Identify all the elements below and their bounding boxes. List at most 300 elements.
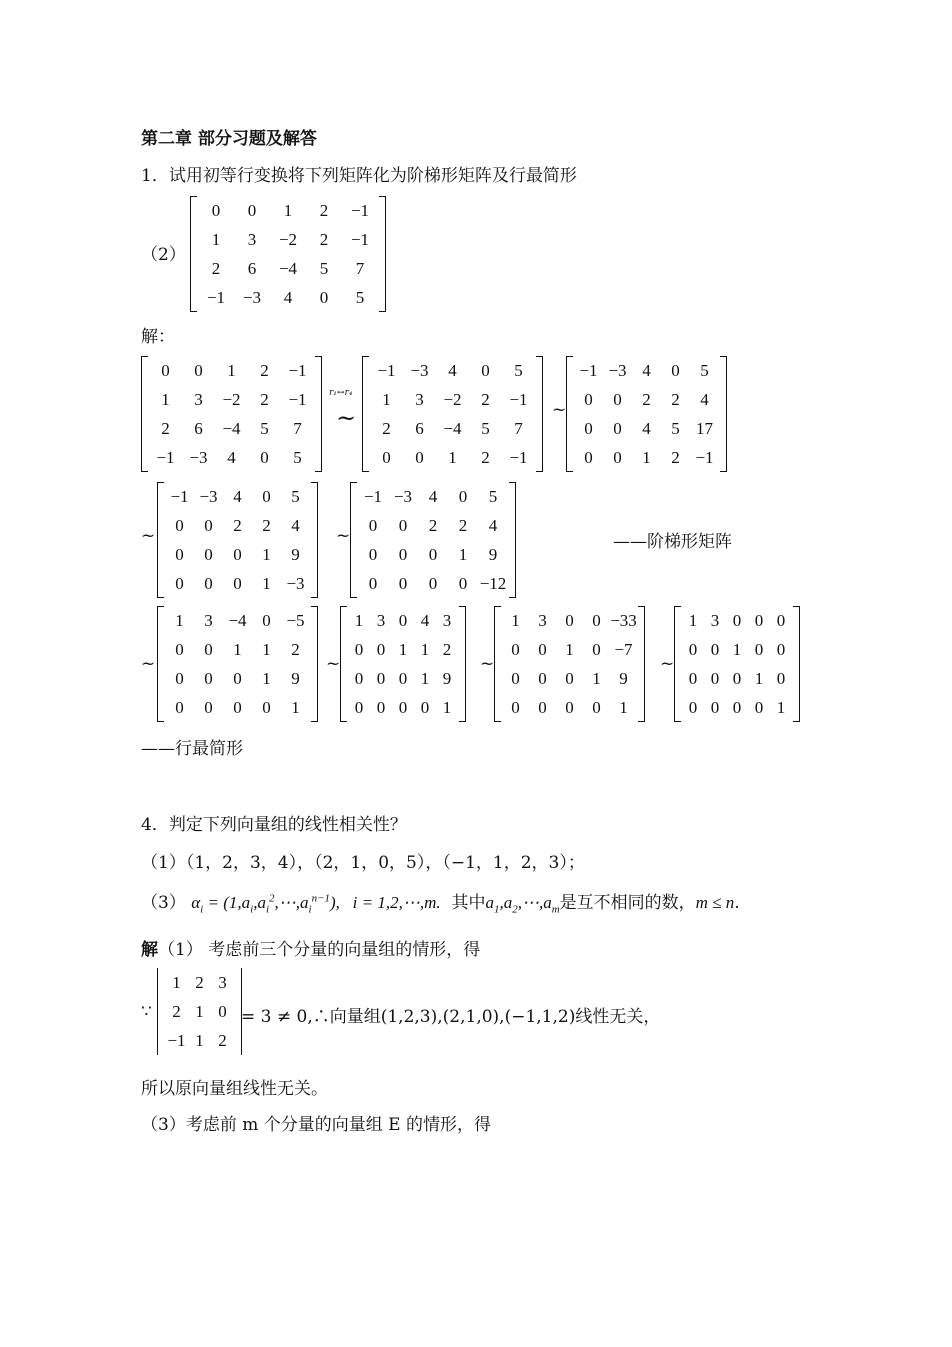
matrix-entry: 5 <box>293 447 302 467</box>
matrix-entry: 0 <box>319 287 329 307</box>
matrix-entry: 2 <box>319 229 329 249</box>
matrix-entry: −1 <box>350 200 370 220</box>
matrix-entry: 0 <box>732 668 742 688</box>
matrix-entry: −7 <box>614 639 633 659</box>
matrix-entry: 6 <box>194 418 203 438</box>
echelon-note: ——阶梯形矩阵 <box>613 532 732 552</box>
determinant <box>157 968 242 1055</box>
matrix-entry: 2 <box>642 389 651 409</box>
matrix-row <box>370 356 535 385</box>
matrix-entry: 0 <box>538 639 547 659</box>
matrix-entry: 0 <box>218 1001 227 1021</box>
matrix-entry: 1 <box>732 639 742 659</box>
matrix-entry: 4 <box>233 486 242 506</box>
matrix-entry: 2 <box>382 418 391 438</box>
matrix-row <box>165 693 310 722</box>
matrix-entry: 9 <box>291 668 300 688</box>
matrix-entry: −4 <box>222 418 241 438</box>
equivalence-symbol: ~ <box>326 654 341 674</box>
matrix-entry: 0 <box>233 573 242 593</box>
question-1-part-label: （2） <box>141 245 186 265</box>
matrix-row <box>165 635 310 664</box>
matrix-entry: 0 <box>671 360 680 380</box>
matrix-entry: 0 <box>565 610 574 630</box>
matrix-entry: 3 <box>442 610 452 630</box>
matrix-entry: 9 <box>488 544 498 564</box>
matrix-row <box>165 606 310 635</box>
matrix-entry: 0 <box>233 544 242 564</box>
matrix-entry: 1 <box>776 697 786 717</box>
matrix-entry: 2 <box>161 418 170 438</box>
right-bracket <box>638 606 645 722</box>
right-bracket <box>720 356 727 472</box>
matrix-entry: 0 <box>376 668 386 688</box>
vector-formula: $\alpha_i$ = $(1,a_i,a_i^2,\cdots,a_i^{n-1})$, i = 1,2,⋯,m. <box>191 892 441 916</box>
matrix-entry: 4 <box>642 360 651 380</box>
matrix-row <box>370 414 535 443</box>
matrix-entry: 9 <box>619 668 628 688</box>
matrix-entry: −4 <box>228 610 247 630</box>
matrix-entry: 3 <box>376 610 386 630</box>
matrix-entry: 5 <box>671 418 680 438</box>
equivalence-symbol: ~ <box>660 654 675 674</box>
matrix-entry: 0 <box>211 200 221 220</box>
matrix-entry: 1 <box>195 1030 204 1050</box>
matrix-entry: 2 <box>671 447 680 467</box>
matrix-entry: 1 <box>458 544 468 564</box>
matrix-entry: 7 <box>514 418 523 438</box>
matrix-entry: 0 <box>194 360 203 380</box>
matrix-step-3 <box>566 356 727 472</box>
matrix-step-8 <box>494 606 645 722</box>
left-bracket <box>566 356 573 472</box>
matrix-entry: 1 <box>754 668 764 688</box>
right-bracket <box>311 606 318 722</box>
matrix-entry: −1 <box>288 389 307 409</box>
solution-label: 解： <box>141 327 175 347</box>
matrix-entry: 2 <box>291 639 300 659</box>
matrix-row <box>165 664 310 693</box>
scalar-list: $a_1,a_2,\cdots,a_m$ <box>485 893 560 916</box>
part-3-label: （3） <box>141 893 186 913</box>
matrix-entry: −1 <box>156 447 175 467</box>
matrix-row <box>574 443 719 472</box>
matrix-entry: 0 <box>538 668 547 688</box>
matrix-row <box>358 482 508 511</box>
matrix-row <box>165 968 234 997</box>
matrix-entry: 5 <box>291 486 300 506</box>
question-4-part-3: （3） $\alpha_i$ = $(1,a_i,a_i^2,\cdots,a_i^{n-1})$, i = 1,2,⋯,m. 其中$a_1,a_2,\cdots,a_m$是互不相同的数，m ≤ n. <box>141 892 740 916</box>
matrix-row <box>348 664 458 693</box>
conclusion: 所以原向量组线性无关。 <box>141 1079 328 1099</box>
matrix-entry: 1 <box>233 639 242 659</box>
equivalence-symbol: ~ <box>336 404 357 432</box>
matrix-entry: 0 <box>175 668 184 688</box>
matrix-row <box>198 196 378 225</box>
matrix-entry: 0 <box>415 447 424 467</box>
matrix-entry: 7 <box>293 418 302 438</box>
matrix-entry: 0 <box>204 697 213 717</box>
matrix-row <box>358 511 508 540</box>
part-3-solution: （3）考虑前 m 个分量的向量组 E 的情形，得 <box>141 1115 491 1135</box>
matrix-entry: 17 <box>696 418 713 438</box>
matrix-entry: 1 <box>172 972 181 992</box>
matrix-entry: −1 <box>377 360 396 380</box>
matrix-row <box>370 385 535 414</box>
solution-bold-label: 解 <box>141 940 158 960</box>
matrix-entry: 2 <box>260 389 269 409</box>
matrix-entry: 0 <box>732 697 742 717</box>
left-bracket <box>362 356 369 472</box>
matrix-entry: 0 <box>428 573 438 593</box>
matrix-entry: 4 <box>291 515 300 535</box>
rref-note: ——行最简形 <box>141 739 243 759</box>
matrix-entry: 0 <box>710 697 720 717</box>
matrix-entry: −1 <box>509 389 528 409</box>
matrix-entry: 1 <box>211 229 221 249</box>
matrix-entry: 0 <box>262 486 271 506</box>
matrix-entry: 0 <box>511 668 520 688</box>
matrix-row <box>165 511 310 540</box>
matrix-entry: 0 <box>262 697 271 717</box>
right-bracket <box>509 482 516 598</box>
matrix-entry: 3 <box>204 610 213 630</box>
left-bracket <box>494 606 501 722</box>
matrix-step-9 <box>674 606 800 722</box>
right-bracket <box>536 356 543 472</box>
matrix-entry: 0 <box>204 668 213 688</box>
matrix-entry: 1 <box>262 639 271 659</box>
matrix-entry: 3 <box>194 389 203 409</box>
equivalence-symbol: ~ <box>552 400 567 420</box>
determinant-result: = 3 ≠ 0,∴向量组(1,2,3),(2,1,0),(−1,1,2)线性无关， <box>241 1007 661 1027</box>
condition: m ≤ n <box>695 893 735 912</box>
matrix-entry: 0 <box>175 573 184 593</box>
determinant-bar-left <box>157 968 158 1055</box>
matrix-entry: 4 <box>227 447 236 467</box>
matrix-entry: 2 <box>481 389 490 409</box>
matrix-entry: 0 <box>565 668 574 688</box>
matrix-entry: −1 <box>509 447 528 467</box>
matrix-row <box>165 1026 234 1055</box>
matrix-entry: 2 <box>233 515 242 535</box>
question-4-prompt: 4．判定下列向量组的线性相关性？ <box>141 815 407 835</box>
matrix-step-4 <box>157 482 318 598</box>
matrix-row <box>574 385 719 414</box>
matrix-entry: 0 <box>776 610 786 630</box>
matrix-entry: 0 <box>175 639 184 659</box>
matrix-entry: 0 <box>776 668 786 688</box>
matrix-entry: 0 <box>688 668 698 688</box>
matrix-entry: 0 <box>584 418 593 438</box>
matrix-entry: 0 <box>204 544 213 564</box>
matrix-entry: 0 <box>398 515 408 535</box>
matrix-entry: −3 <box>608 360 627 380</box>
matrix-entry: 2 <box>211 258 221 278</box>
matrix-entry: 4 <box>420 610 430 630</box>
matrix-entry: 1 <box>619 697 628 717</box>
matrix-entry: 2 <box>428 515 438 535</box>
matrix-row <box>370 443 535 472</box>
matrix-entry: −4 <box>443 418 462 438</box>
matrix-entry: −1 <box>695 447 714 467</box>
matrix-entry: −1 <box>350 229 370 249</box>
question-1-prompt: 1．试用初等行变换将下列矩阵化为阶梯形矩阵及行最简形 <box>141 166 577 186</box>
matrix-entry: 7 <box>355 258 365 278</box>
left-bracket <box>157 482 164 598</box>
matrix-row <box>682 664 792 693</box>
matrix-entry: 0 <box>754 697 764 717</box>
matrix-step-6 <box>157 606 318 722</box>
matrix-entry: 0 <box>592 697 601 717</box>
matrix-entry: 5 <box>514 360 523 380</box>
solution-4 <box>141 935 480 960</box>
matrix-entry: 0 <box>538 697 547 717</box>
matrix-entry: 1 <box>420 639 430 659</box>
matrix-entry: 9 <box>291 544 300 564</box>
matrix-entry: −12 <box>479 573 507 593</box>
matrix-entry: 6 <box>247 258 257 278</box>
matrix-entry: 3 <box>415 389 424 409</box>
matrix-entry: 1 <box>420 668 430 688</box>
matrix-entry: −1 <box>363 486 383 506</box>
equivalence-symbol: ~ <box>480 654 495 674</box>
matrix-entry: 4 <box>428 486 438 506</box>
matrix-entry: 0 <box>458 573 468 593</box>
matrix-row <box>149 356 314 385</box>
matrix-entry: −3 <box>410 360 429 380</box>
matrix-entry: 0 <box>354 639 364 659</box>
matrix-entry: 0 <box>175 544 184 564</box>
matrix-entry: 0 <box>204 573 213 593</box>
matrix-entry: 1 <box>511 610 520 630</box>
because-symbol: ∵ <box>141 1002 152 1022</box>
chapter-heading: 第二章 部分习题及解答 <box>141 129 317 149</box>
matrix-entry: 0 <box>247 200 257 220</box>
solution-text: （1） 考虑前三个分量的向量组的情形，得 <box>158 940 481 960</box>
matrix-row <box>358 540 508 569</box>
matrix-row <box>165 540 310 569</box>
matrix-entry: −1 <box>288 360 307 380</box>
matrix-entry: 2 <box>671 389 680 409</box>
matrix-entry: 0 <box>204 639 213 659</box>
matrix-entry: 0 <box>204 515 213 535</box>
matrix-entry: 0 <box>754 610 764 630</box>
matrix-entry: 0 <box>511 639 520 659</box>
matrix-entry: 2 <box>442 639 452 659</box>
matrix-entry: −4 <box>278 258 298 278</box>
matrix-entry: 1 <box>262 544 271 564</box>
matrix-row <box>165 482 310 511</box>
matrix-entry: 3 <box>538 610 547 630</box>
matrix-entry: 0 <box>368 544 378 564</box>
matrix-row <box>198 225 378 254</box>
matrix-entry: −3 <box>286 573 305 593</box>
matrix-row <box>165 569 310 598</box>
matrix-entry: 1 <box>565 639 574 659</box>
matrix-row <box>358 569 508 598</box>
matrix-entry: 0 <box>754 639 764 659</box>
part-3-end: 是互不相同的数， <box>559 893 696 913</box>
matrix-entry: 5 <box>319 258 329 278</box>
matrix-entry: 0 <box>428 544 438 564</box>
matrix-entry: 1 <box>262 668 271 688</box>
matrix-entry: 0 <box>565 697 574 717</box>
right-bracket <box>315 356 322 472</box>
matrix-entry: 0 <box>613 418 622 438</box>
matrix-entry: 0 <box>382 447 391 467</box>
matrix-entry: −3 <box>242 287 262 307</box>
matrix-entry: 0 <box>592 639 601 659</box>
matrix-row <box>502 693 637 722</box>
matrix-entry: 0 <box>376 697 386 717</box>
matrix-entry: 4 <box>448 360 457 380</box>
matrix-entry: 0 <box>175 697 184 717</box>
matrix-entry: −5 <box>286 610 305 630</box>
right-bracket <box>793 606 800 722</box>
matrix-row <box>682 635 792 664</box>
matrix-entry: 0 <box>613 389 622 409</box>
matrix-row <box>502 664 637 693</box>
matrix-entry: 3 <box>218 972 227 992</box>
matrix-entry: 0 <box>776 639 786 659</box>
matrix-step-7 <box>340 606 466 722</box>
matrix-row <box>574 414 719 443</box>
matrix-entry: 0 <box>398 610 408 630</box>
matrix-entry: 5 <box>481 418 490 438</box>
matrix-entry: 0 <box>688 697 698 717</box>
matrix-entry: 0 <box>233 668 242 688</box>
matrix-entry: 5 <box>700 360 709 380</box>
matrix-entry: 0 <box>262 610 271 630</box>
left-bracket <box>141 356 148 472</box>
matrix-entry: −1 <box>206 287 226 307</box>
matrix-entry: −1 <box>167 1030 186 1050</box>
left-bracket <box>340 606 347 722</box>
matrix-row <box>682 606 792 635</box>
matrix-entry: 0 <box>368 573 378 593</box>
matrix-entry: 5 <box>488 486 498 506</box>
matrix-entry: 4 <box>283 287 293 307</box>
matrix-entry: 1 <box>195 1001 204 1021</box>
matrix-entry: 5 <box>260 418 269 438</box>
matrix-entry: 3 <box>247 229 257 249</box>
matrix-row <box>198 254 378 283</box>
matrix-entry: 1 <box>442 697 452 717</box>
matrix-entry: 2 <box>481 447 490 467</box>
matrix-entry: 0 <box>584 389 593 409</box>
matrix-entry: 1 <box>227 360 236 380</box>
matrix-row <box>574 356 719 385</box>
matrix-entry: −2 <box>443 389 462 409</box>
matrix-row <box>348 693 458 722</box>
matrix-step-2 <box>362 356 543 472</box>
matrix-entry: 1 <box>175 610 184 630</box>
matrix-entry: −2 <box>278 229 298 249</box>
matrix-row <box>348 606 458 635</box>
left-bracket <box>190 196 197 312</box>
matrix-entry: 4 <box>700 389 709 409</box>
row-swap-label: r₁↔r₄ <box>329 388 353 398</box>
matrix-entry: 1 <box>398 639 408 659</box>
matrix-entry: 0 <box>613 447 622 467</box>
matrix-entry: 0 <box>398 544 408 564</box>
matrix-entry: 2 <box>262 515 271 535</box>
matrix-entry: 2 <box>172 1001 181 1021</box>
matrix-entry: 0 <box>584 447 593 467</box>
matrix-entry: 0 <box>710 639 720 659</box>
matrix-row <box>502 635 637 664</box>
matrix-entry: 0 <box>458 486 468 506</box>
equivalence-symbol: ~ <box>141 526 156 546</box>
matrix-entry: 0 <box>398 697 408 717</box>
matrix-entry: 1 <box>592 668 601 688</box>
left-bracket <box>674 606 681 722</box>
matrix-entry: −3 <box>393 486 413 506</box>
matrix-row <box>502 606 637 635</box>
matrix-step-1 <box>141 356 322 472</box>
matrix-entry: 9 <box>442 668 452 688</box>
right-bracket <box>311 482 318 598</box>
matrix-entry: 0 <box>511 697 520 717</box>
matrix-entry: 0 <box>260 447 269 467</box>
question-matrix <box>190 196 386 312</box>
matrix-entry: 6 <box>415 418 424 438</box>
part-3-tail: 其中 <box>451 893 486 913</box>
left-bracket <box>157 606 164 722</box>
matrix-row <box>165 997 234 1026</box>
matrix-entry: 0 <box>398 668 408 688</box>
matrix-entry: −1 <box>170 486 189 506</box>
matrix-entry: 2 <box>458 515 468 535</box>
matrix-entry: 0 <box>368 515 378 535</box>
matrix-entry: 1 <box>354 610 364 630</box>
matrix-row <box>682 693 792 722</box>
matrix-row <box>149 414 314 443</box>
matrix-row <box>348 635 458 664</box>
matrix-entry: 4 <box>488 515 498 535</box>
question-4-part-1: （1）（1，2，3，4），（2，1，0，5），（−1，1，2，3）； <box>141 853 585 873</box>
matrix-entry: −1 <box>579 360 598 380</box>
equivalence-symbol: ~ <box>141 654 156 674</box>
matrix-entry: 0 <box>688 639 698 659</box>
matrix-entry: 0 <box>175 515 184 535</box>
matrix-entry: 3 <box>710 610 720 630</box>
matrix-entry: −2 <box>222 389 241 409</box>
matrix-entry: 1 <box>161 389 170 409</box>
matrix-entry: 0 <box>398 573 408 593</box>
right-bracket <box>379 196 386 312</box>
matrix-entry: 1 <box>642 447 651 467</box>
matrix-entry: 1 <box>262 573 271 593</box>
matrix-entry: 0 <box>354 697 364 717</box>
matrix-entry: 1 <box>382 389 391 409</box>
matrix-row <box>149 443 314 472</box>
matrix-entry: −33 <box>610 610 637 630</box>
matrix-row <box>198 283 378 312</box>
matrix-entry: −3 <box>199 486 218 506</box>
matrix-entry: 0 <box>161 360 170 380</box>
matrix-entry: 1 <box>688 610 698 630</box>
matrix-entry: 0 <box>732 610 742 630</box>
matrix-entry: 5 <box>355 287 365 307</box>
matrix-entry: 0 <box>592 610 601 630</box>
equivalence-symbol: ~ <box>336 526 351 546</box>
matrix-entry: 2 <box>218 1030 227 1050</box>
right-bracket <box>459 606 466 722</box>
matrix-entry: 2 <box>195 972 204 992</box>
matrix-entry: 1 <box>291 697 300 717</box>
